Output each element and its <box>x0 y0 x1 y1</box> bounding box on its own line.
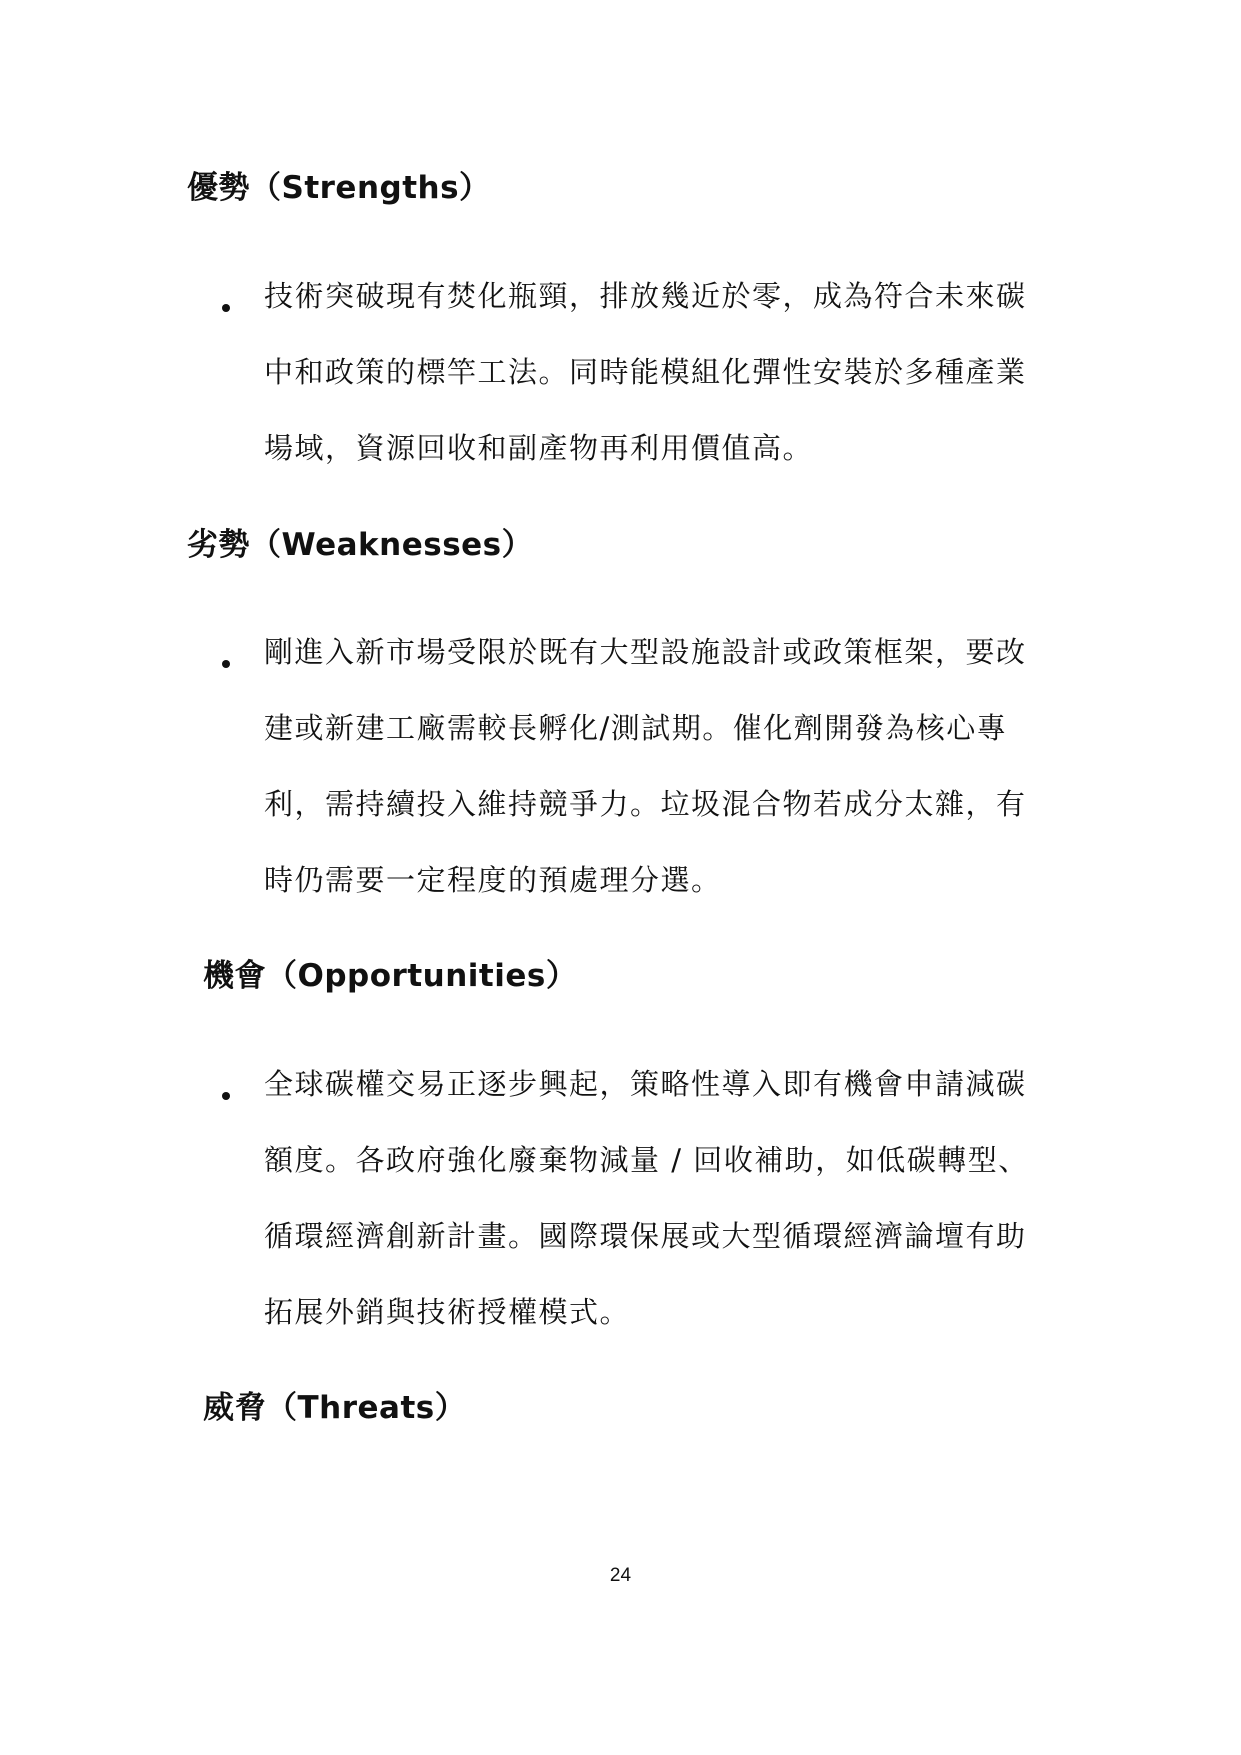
bullet-item-weaknesses <box>222 634 1052 914</box>
text-line: 額度。各政府強化廢棄物減量 / 回收補助，如低碳轉型、 <box>264 1143 1029 1177</box>
bullet-icon <box>222 660 230 668</box>
bullet-icon <box>222 1092 230 1100</box>
text-line: 建或新建工廠需較長孵化/測試期。催化劑開發為核心專 <box>264 711 1008 745</box>
bullet-text-opportunities <box>264 1046 1044 1350</box>
heading-strengths: 優勢（Strengths） <box>187 170 491 206</box>
text-line: 全球碳權交易正逐步興起，策略性導入即有機會申請減碳 <box>264 1067 1027 1101</box>
heading-opportunities: 機會（Opportunities） <box>203 958 578 994</box>
bullet-text-weaknesses <box>264 614 1044 918</box>
bullet-text-strengths <box>264 258 1044 486</box>
text-line: 場域，資源回收和副產物再利用價值高。 <box>264 431 814 465</box>
text-line: 利，需持續投入維持競爭力。垃圾混合物若成分太雜，有 <box>264 787 1027 821</box>
text-line: 時仍需要一定程度的預處理分選。 <box>264 863 722 897</box>
page-number: 24 <box>609 1565 632 1586</box>
bullet-icon <box>222 304 230 312</box>
heading-weaknesses: 劣勢（Weaknesses） <box>187 527 534 563</box>
text-line: 拓展外銷與技術授權模式。 <box>264 1295 631 1329</box>
heading-threats: 威脅（Threats） <box>203 1390 467 1426</box>
bullet-item-strengths <box>222 278 1052 478</box>
text-line: 中和政策的標竿工法。同時能模組化彈性安裝於多種產業 <box>264 355 1027 389</box>
text-line: 剛進入新市場受限於既有大型設施設計或政策框架，要改 <box>264 635 1027 669</box>
text-line: 技術突破現有焚化瓶頸，排放幾近於零，成為符合未來碳 <box>264 279 1027 313</box>
text-line: 循環經濟創新計畫。國際環保展或大型循環經濟論壇有助 <box>264 1219 1027 1253</box>
bullet-item-opportunities <box>222 1066 1052 1346</box>
